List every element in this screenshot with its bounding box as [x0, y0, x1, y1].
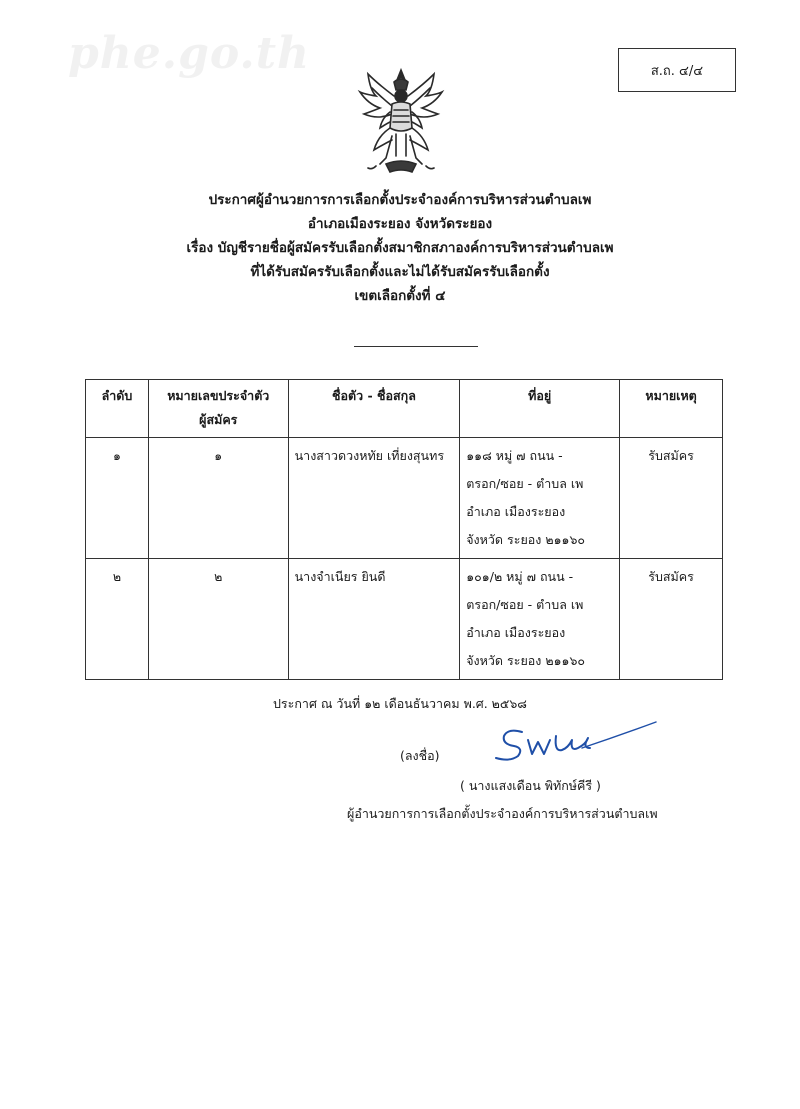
header-order: ลำดับ — [86, 380, 149, 438]
row-name: นางสาวดวงหทัย เที่ยงสุนทร — [288, 438, 460, 559]
heading-line-3: เรื่อง บัญชีรายชื่อผู้สมัครรับเลือกตั้งสมาชิกสภาองค์การบริหารส่วนตำบลเพ — [186, 240, 614, 256]
address-line: ตรอก/ซอย - ตำบล เพ — [466, 597, 584, 612]
form-code: ส.ถ. ๔/๔ — [650, 63, 704, 79]
announcement-date: ประกาศ ณ วันที่ ๑๒ เดือนธันวาคม พ.ศ. ๒๕๖๘ — [273, 696, 527, 711]
header-address: ที่อยู่ — [460, 380, 620, 438]
header-candidate-number-line-2: ผู้สมัคร — [199, 412, 238, 427]
row-note: รับสมัคร — [620, 438, 723, 559]
address-line: ๑๑๘ หมู่ ๗ ถนน - — [466, 448, 563, 463]
row-order: ๑ — [86, 438, 149, 559]
signed-label: (ลงชื่อ) — [400, 748, 440, 763]
garuda-emblem-icon — [356, 66, 446, 178]
table-row — [86, 438, 723, 559]
signature-icon — [478, 718, 658, 768]
header-candidate-number — [148, 380, 288, 438]
heading-line-4: ที่ได้รับสมัครรับเลือกตั้งและไม่ได้รับสมัครรับเลือกตั้ง — [250, 264, 550, 280]
signer-position: ผู้อำนวยการการเลือกตั้งประจำองค์การบริหารส่วนตำบลเพ — [347, 806, 658, 821]
signer-name: ( นางแสงเดือน พิทักษ์คีรี ) — [460, 778, 601, 793]
heading-divider — [354, 346, 478, 347]
row-candidate-number: ๒ — [148, 559, 288, 680]
row-address — [460, 559, 620, 680]
row-note: รับสมัคร — [620, 559, 723, 680]
watermark: phe.go.th — [68, 28, 311, 79]
heading-line-5: เขตเลือกตั้งที่ ๔ — [354, 288, 446, 304]
row-name: นางจำเนียร ยินดี — [288, 559, 460, 680]
announcement-heading — [0, 188, 800, 308]
row-order: ๒ — [86, 559, 149, 680]
row-candidate-number: ๑ — [148, 438, 288, 559]
address-line: ๑๐๑/๒ หมู่ ๗ ถนน - — [466, 569, 574, 584]
address-line: อำเภอ เมืองระยอง — [466, 625, 566, 640]
address-line: ตรอก/ซอย - ตำบล เพ — [466, 476, 584, 491]
address-line: อำเภอ เมืองระยอง — [466, 504, 566, 519]
header-name: ชื่อตัว - ชื่อสกุล — [288, 380, 460, 438]
candidate-table — [85, 379, 723, 680]
row-address — [460, 438, 620, 559]
heading-line-2: อำเภอเมืองระยอง จังหวัดระยอง — [307, 216, 493, 232]
header-note: หมายเหตุ — [620, 380, 723, 438]
header-candidate-number-line-1: หมายเลขประจำตัว — [167, 388, 270, 403]
table-row — [86, 559, 723, 680]
address-line: จังหวัด ระยอง ๒๑๑๖๐ — [466, 653, 586, 668]
address-line: จังหวัด ระยอง ๒๑๑๖๐ — [466, 532, 586, 547]
table-header-row — [86, 380, 723, 438]
form-code-box — [618, 48, 736, 92]
heading-line-1: ประกาศผู้อำนวยการการเลือกตั้งประจำองค์การบริหารส่วนตำบลเพ — [208, 192, 592, 208]
